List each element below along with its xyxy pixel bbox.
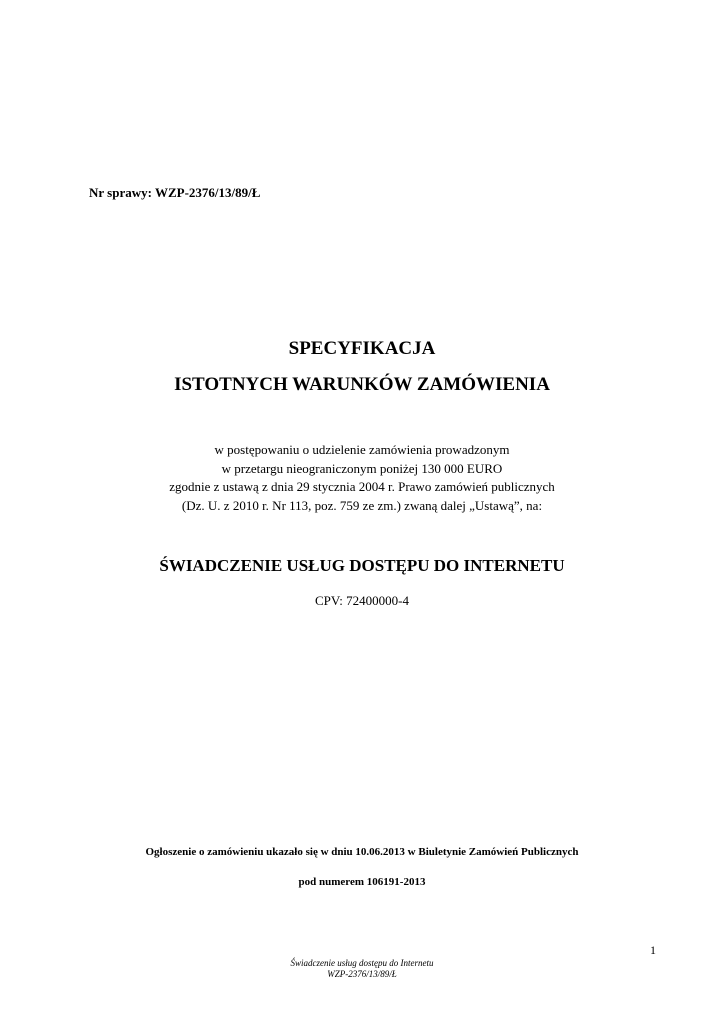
intro-paragraph: [0, 441, 724, 515]
cpv-code: CPV: 72400000-4: [314, 593, 409, 608]
intro-line: (Dz. U. z 2010 r. Nr 113, poz. 759 ze zm.) zwaną dalej „Ustawą”, na:: [181, 497, 543, 513]
document-title-line-1: SPECYFIKACJA: [288, 338, 436, 359]
intro-line: zgodnie z ustawą z dnia 29 stycznia 2004 r. Prawo zamówień publicznych: [169, 479, 555, 494]
notice-publication-line: Ogłoszenie o zamówieniu ukazało się w dniu 10.06.2013 w Biuletynie Zamówień Publicznych: [145, 846, 579, 858]
footer-case-number: WZP-2376/13/89/Ł: [327, 969, 397, 979]
contract-subject: ŚWIADCZENIE USŁUG DOSTĘPU DO INTERNETU: [159, 556, 565, 575]
intro-line: w postępowaniu o udzielenie zamówienia prowadzonym: [214, 442, 510, 457]
case-number: Nr sprawy: WZP-2376/13/89/Ł: [89, 185, 261, 200]
page-footer: [0, 958, 724, 980]
page-number: 1: [650, 943, 656, 957]
notice-number-line: pod numerem 106191-2013: [298, 876, 426, 888]
intro-line: w przetargu nieograniczonym poniżej 130 000 EURO: [221, 460, 503, 476]
footer-title: Świadczenie usług dostępu do Internetu: [290, 958, 434, 968]
document-title-line-2: ISTOTNYCH WARUNKÓW ZAMÓWIENIA: [174, 374, 550, 395]
